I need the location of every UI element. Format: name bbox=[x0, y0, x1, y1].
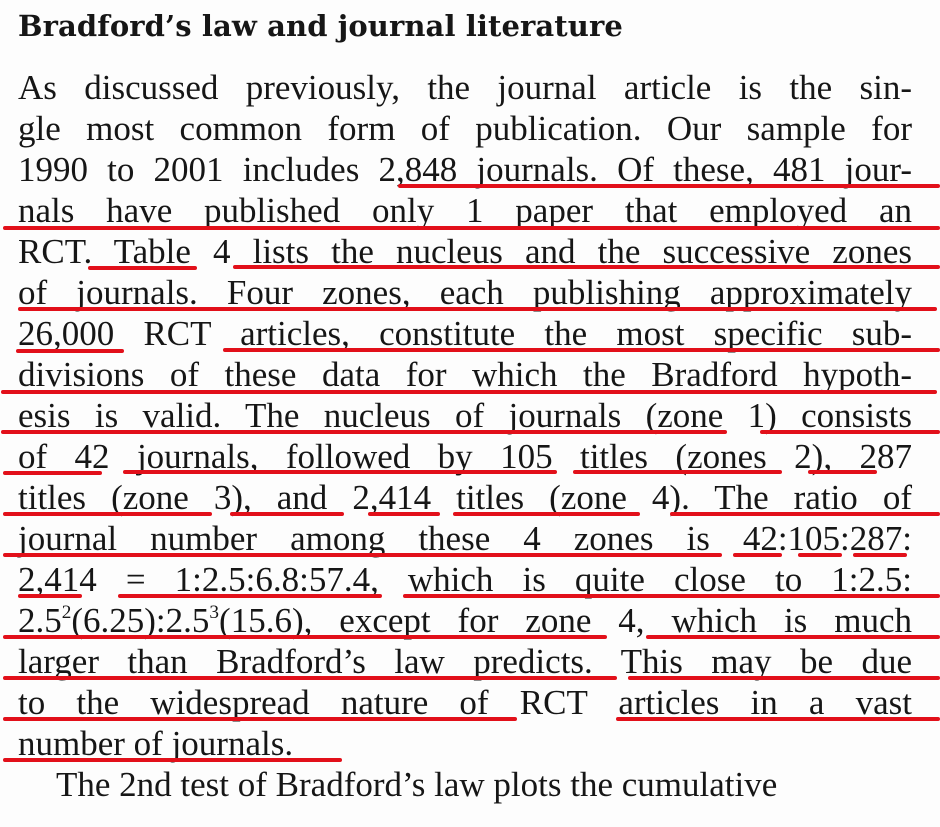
text-line: esis is valid. The nucleus of journals (zone 1) consists bbox=[18, 396, 912, 435]
text-line: to the widespread nature of RCT articles in a vast bbox=[18, 683, 912, 722]
text-line: 2,414 = 1:2.5:6.8:57.4, which is quite close to 1:2.5: bbox=[18, 560, 912, 599]
text-line: 26,000 RCT articles, constitute the most specific sub- bbox=[18, 314, 912, 353]
text-line: titles (zone 3), and 2,414 titles (zone 4). The ratio of bbox=[18, 478, 912, 517]
text-line: of 42 journals, followed by 105 titles (zones 2), 287 bbox=[18, 437, 912, 476]
text-line bbox=[18, 600, 912, 641]
text-fragment: 2.5 bbox=[18, 601, 62, 640]
superscript: 2 bbox=[61, 601, 72, 623]
text-fragment: (6.25):2.5 bbox=[71, 601, 210, 640]
text-line: RCT. Table 4 lists the nucleus and the successive zones bbox=[18, 232, 912, 271]
text-line: divisions of these data for which the Bradford hypoth- bbox=[18, 355, 912, 394]
section-heading: Bradford’s law and journal literature bbox=[18, 9, 623, 43]
text-line: gle most common form of publication. Our sample for bbox=[18, 109, 912, 148]
text-line: number of journals. bbox=[18, 724, 294, 763]
superscript: 3 bbox=[209, 601, 220, 623]
text-line: nals have published only 1 paper that employed an bbox=[18, 191, 912, 230]
text-line: As discussed previously, the journal article is the sin- bbox=[18, 68, 912, 107]
text-fragment: (15.6), except for zone 4, which is much bbox=[219, 601, 912, 640]
text-line: The 2nd test of Bradford’s law plots the cumulative bbox=[56, 765, 778, 804]
text-line: of journals. Four zones, each publishing approximately bbox=[18, 273, 912, 312]
text-line: larger than Bradford’s law predicts. This may be due bbox=[18, 642, 912, 681]
text-line: journal number among these 4 zones is 42:105:287: bbox=[18, 519, 912, 558]
text-line: 1990 to 2001 includes 2,848 journals. Of these, 481 jour- bbox=[18, 150, 912, 189]
